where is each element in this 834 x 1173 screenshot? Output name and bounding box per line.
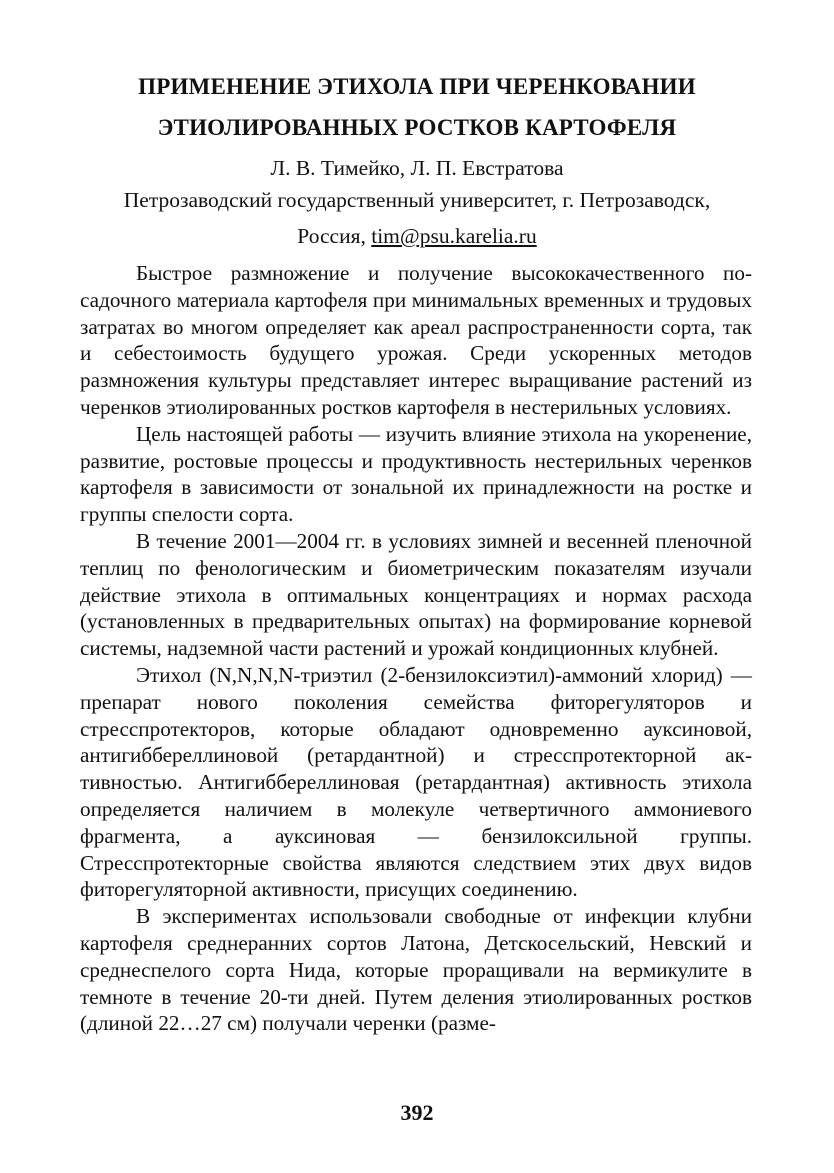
title-line-2: ЭТИОЛИРОВАННЫХ РОСТКОВ КАРТОФЕЛЯ <box>157 115 677 140</box>
title-line-1: ПРИМЕНЕНИЕ ЭТИХОЛА ПРИ ЧЕРЕНКОВАНИИ <box>138 74 696 99</box>
paragraph: Этихол (N,N,N,N-триэтил (2-бензилоксиэтил)-аммоний хлорид) — препарат нового поколения семейства фиторегуляторов и стресспротекторов, которые обладают одновременно ауксиновой, антигиббереллиновой (ретардантной) и стресспротекторной активностью. Антигиббереллиновая (ретардантная) активность этихола определяется наличием в молекуле четвертичного аммониевого фрагмента, а ауксиновая — бензилоксильной группы. Стресспротекторные свойства являются следствием этих двух видов фиторегуляторной активности, присущих соединению. <box>80 662 752 902</box>
affiliation: Петрозаводский государственный университет, г. Петрозаводск, <box>123 188 711 212</box>
page-number: 392 <box>400 1100 434 1125</box>
paragraph: Цель настоящей работы — изучить влияние этихола на укоренение, развитие, ростовые процессы и продуктивность нестерильных черенков картофеля в зависимости от зональной их принадлежности на ростке и группы спелости сорта. <box>80 421 752 527</box>
country-line <box>60 224 774 249</box>
country: Россия, <box>297 224 372 248</box>
email-link[interactable]: tim@psu.karelia.ru <box>371 224 537 248</box>
paragraph: В течение 2001—2004 гг. в условиях зимней и весенней пленочной теплиц по фенологическим и биометрическим показателям изучали действие этихола в оптимальных концентрациях и нормах расхода (установленных в предварительных опытах) на формирование корневой системы, надземной части растений и урожай кондиционных клубней. <box>80 528 752 661</box>
article-body <box>80 260 752 1037</box>
paragraph: Быстрое размножение и получение высококачественного посадочного материала картофеля при минимальных временных и трудовых затратах во многом определяет как ареал распространенности сорта, так и себестоимость будущего урожая. Среди ускоренных методов размножения культуры представляет интерес выращивание растений из черенков этиолированных ростков картофеля в нестерильных условиях. <box>80 261 752 419</box>
authors: Л. В. Тимейко, Л. П. Евстратова <box>270 156 564 180</box>
paragraph: В экспериментах использовали свободные от инфекции клубни картофеля среднеранних сортов Латона, Детскосельский, Невский и среднеспелого сорта Нида, которые проращивали на вермикулите в темноте в течение 20-ти дней. Путем деления этиолированных ростков (длиной 22…27 см) получали черенки (разме- <box>80 904 752 1036</box>
